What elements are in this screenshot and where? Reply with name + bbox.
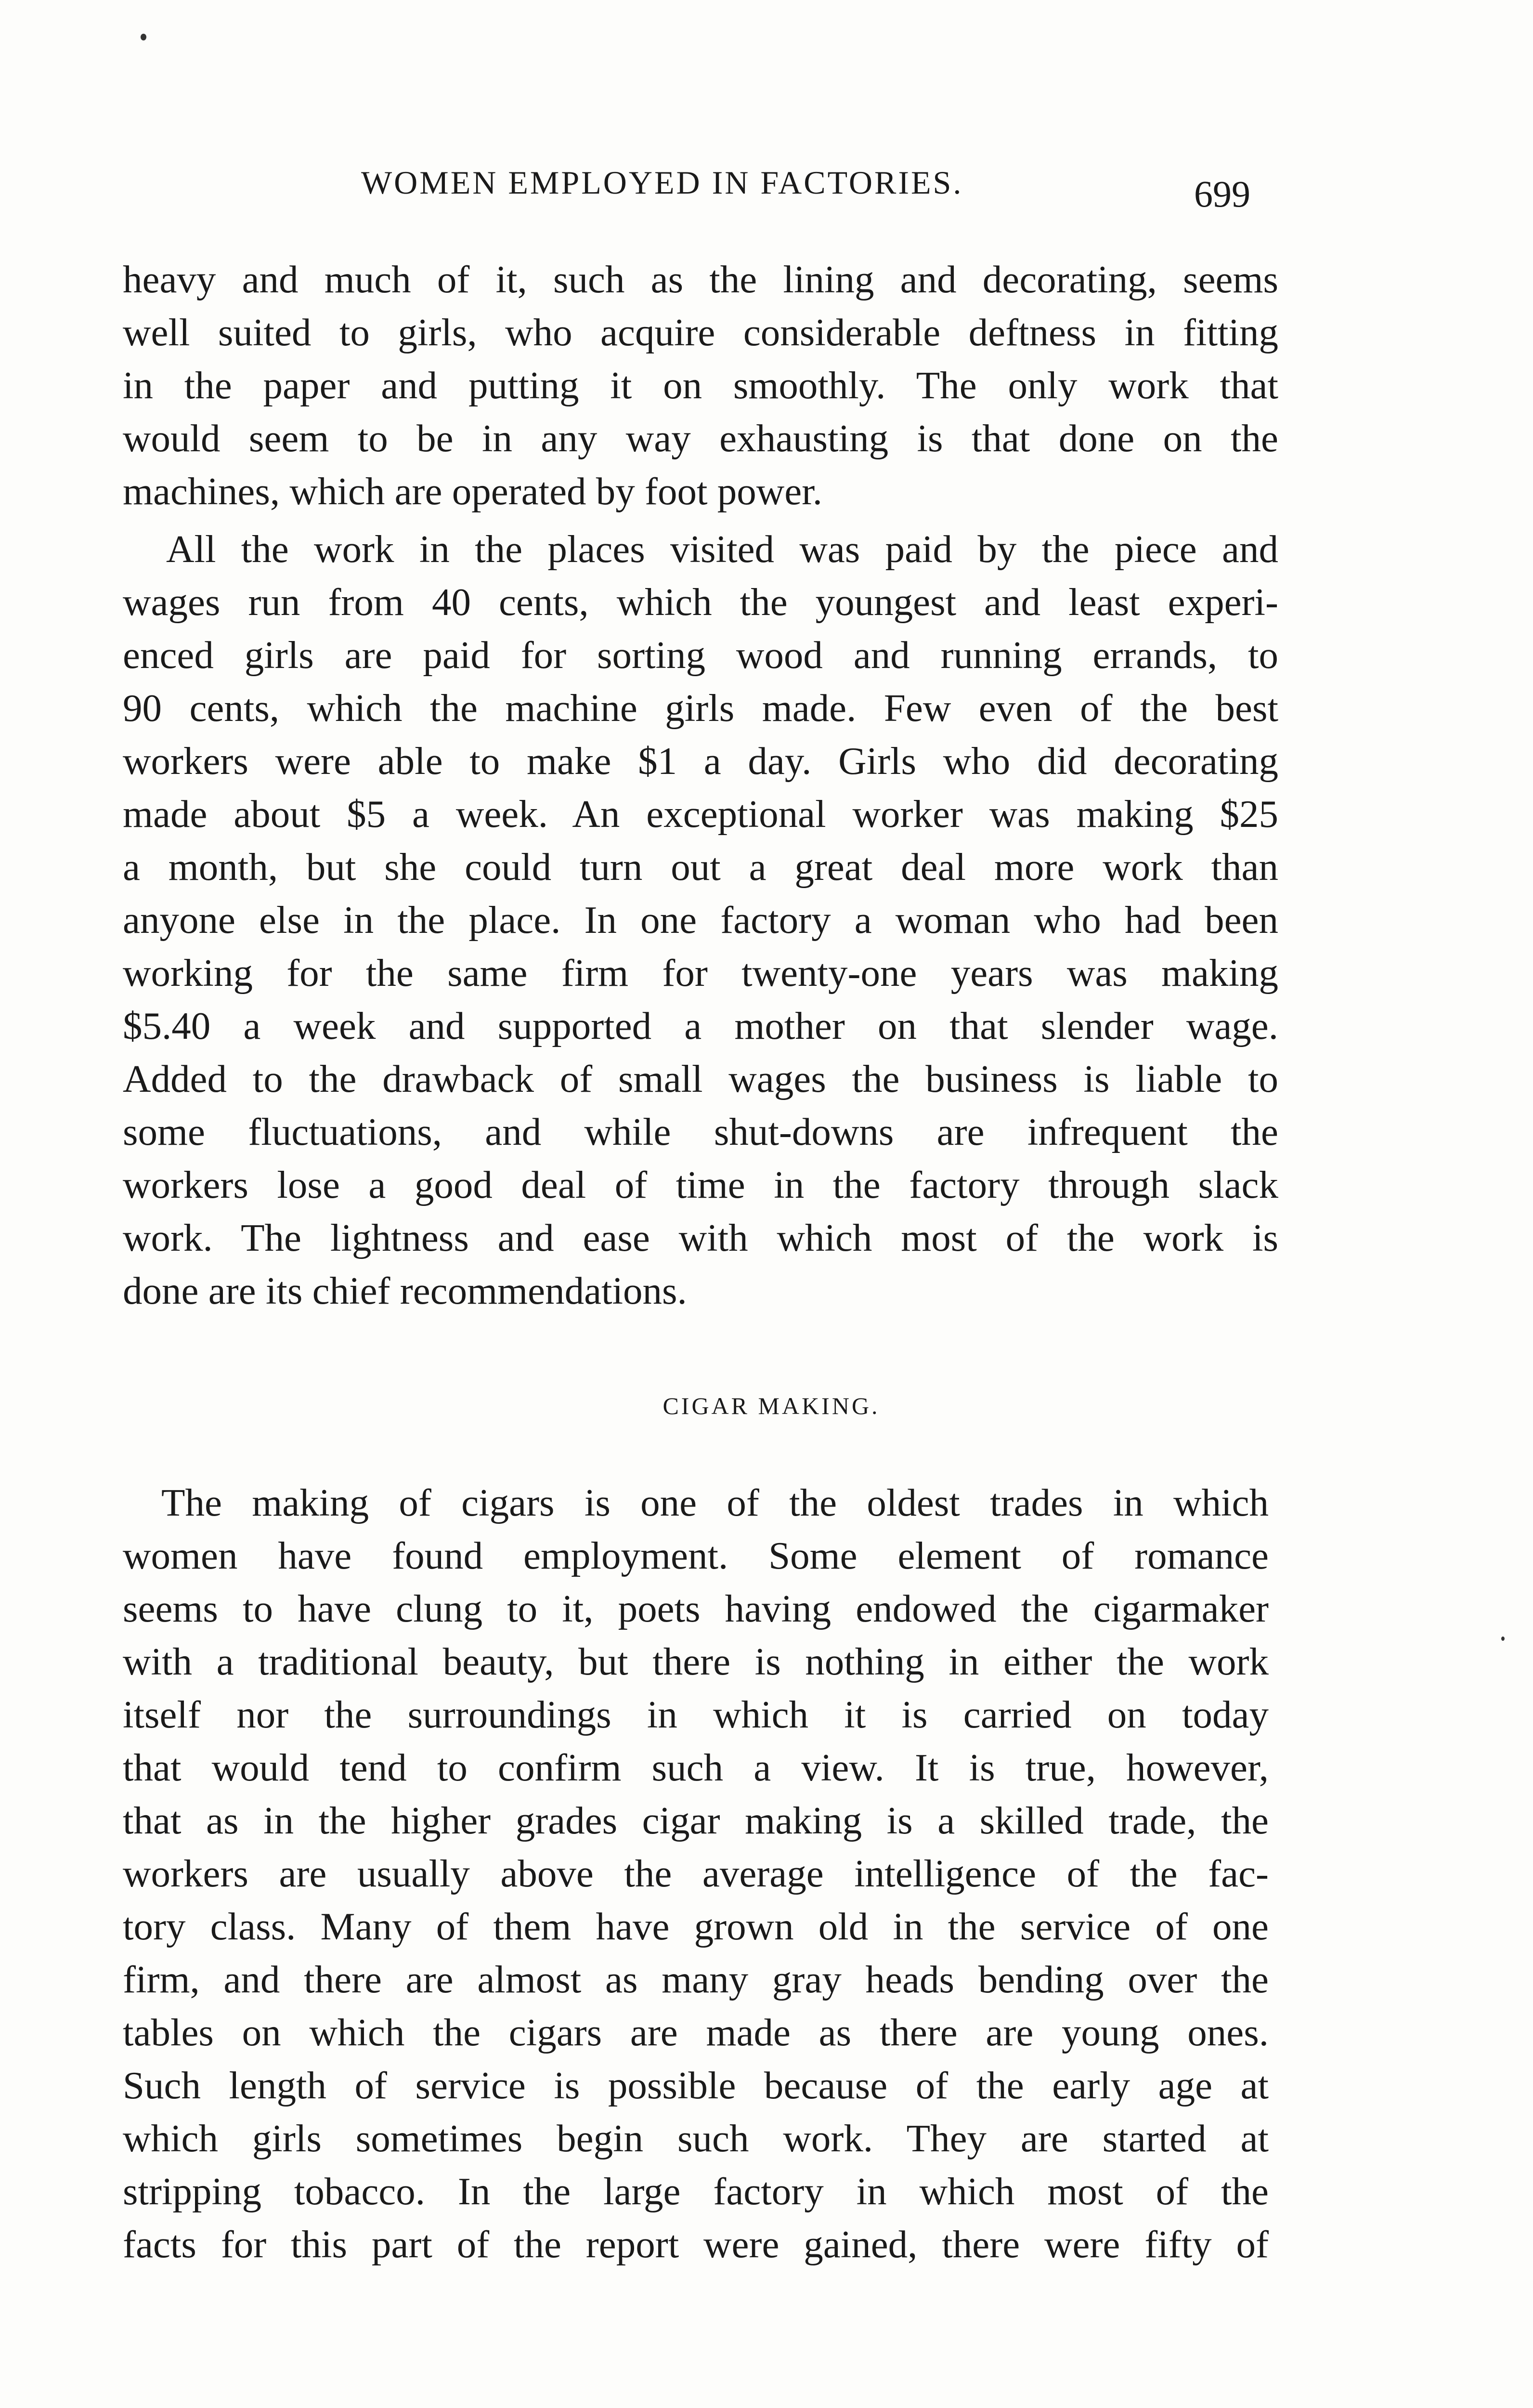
text-line: 90 cents, which the machine girls made. Few even of the best xyxy=(123,686,1278,730)
running-title: WOMEN EMPLOYED IN FACTORIES. xyxy=(361,164,963,201)
ink-speck xyxy=(1501,1636,1505,1641)
page-number: 699 xyxy=(1194,173,1250,215)
text-line: which girls sometimes begin such work. They are started at xyxy=(123,2117,1269,2160)
text-line: in the paper and putting it on smoothly. The only work that xyxy=(123,364,1278,407)
section-heading: CIGAR MAKING. xyxy=(663,1392,880,1419)
text-line: anyone else in the place. In one factory a woman who had been xyxy=(123,898,1278,942)
text-line: heavy and much of it, such as the lining and decorating, seems xyxy=(123,258,1278,301)
text-line: machines, which are operated by foot power. xyxy=(123,470,822,513)
text-line: that as in the higher grades cigar making is a skilled trade, the xyxy=(123,1799,1269,1842)
text-line: work. The lightness and ease with which most of the work is xyxy=(123,1216,1278,1259)
text-line: The making of cigars is one of the oldest trades in which xyxy=(161,1481,1269,1524)
text-line: some fluctuations, and while shut-downs are infrequent the xyxy=(123,1110,1278,1153)
text-line: workers lose a good deal of time in the factory through slack xyxy=(123,1163,1278,1206)
text-line: women have found employment. Some element of romance xyxy=(123,1534,1269,1577)
text-line: enced girls are paid for sorting wood and running errands, to xyxy=(123,633,1278,677)
text-line: well suited to girls, who acquire considerable deftness in fitting xyxy=(123,311,1278,354)
text-line: $5.40 a week and supported a mother on that slender wage. xyxy=(123,1004,1278,1047)
text-line: tables on which the cigars are made as there are young ones. xyxy=(123,2011,1269,2054)
text-line: tory class. Many of them have grown old in the service of one xyxy=(123,1905,1269,1948)
text-line: stripping tobacco. In the large factory in which most of the xyxy=(123,2170,1269,2213)
text-line: firm, and there are almost as many gray heads bending over the xyxy=(123,1958,1269,2001)
text-line: seems to have clung to it, poets having endowed the cigarmaker xyxy=(123,1587,1269,1630)
text-line: done are its chief recommendations. xyxy=(123,1269,687,1312)
text-line: itself nor the surroundings in which it is carried on today xyxy=(123,1693,1269,1736)
text-line: working for the same firm for twenty-one years was making xyxy=(123,951,1278,995)
text-line: that would tend to confirm such a view. It is true, however, xyxy=(123,1746,1269,1789)
ink-speck xyxy=(141,34,146,40)
text-line: facts for this part of the report were gained, there were fifty of xyxy=(123,2223,1269,2266)
text-line: with a traditional beauty, but there is nothing in either the work xyxy=(123,1640,1269,1683)
text-line: a month, but she could turn out a great deal more work than xyxy=(123,845,1278,889)
text-line: made about $5 a week. An exceptional worker was making $25 xyxy=(123,792,1278,836)
text-line: workers were able to make $1 a day. Girls who did decorating xyxy=(123,739,1278,783)
text-line: workers are usually above the average intelligence of the fac- xyxy=(123,1852,1269,1895)
text-line: wages run from 40 cents, which the youngest and least experi- xyxy=(123,580,1278,624)
text-line: Added to the drawback of small wages the business is liable to xyxy=(123,1057,1278,1100)
text-line: Such length of service is possible because of the early age at xyxy=(123,2064,1269,2107)
text-line: All the work in the places visited was paid by the piece and xyxy=(166,527,1278,571)
text-line: would seem to be in any way exhausting is that done on the xyxy=(123,417,1278,460)
